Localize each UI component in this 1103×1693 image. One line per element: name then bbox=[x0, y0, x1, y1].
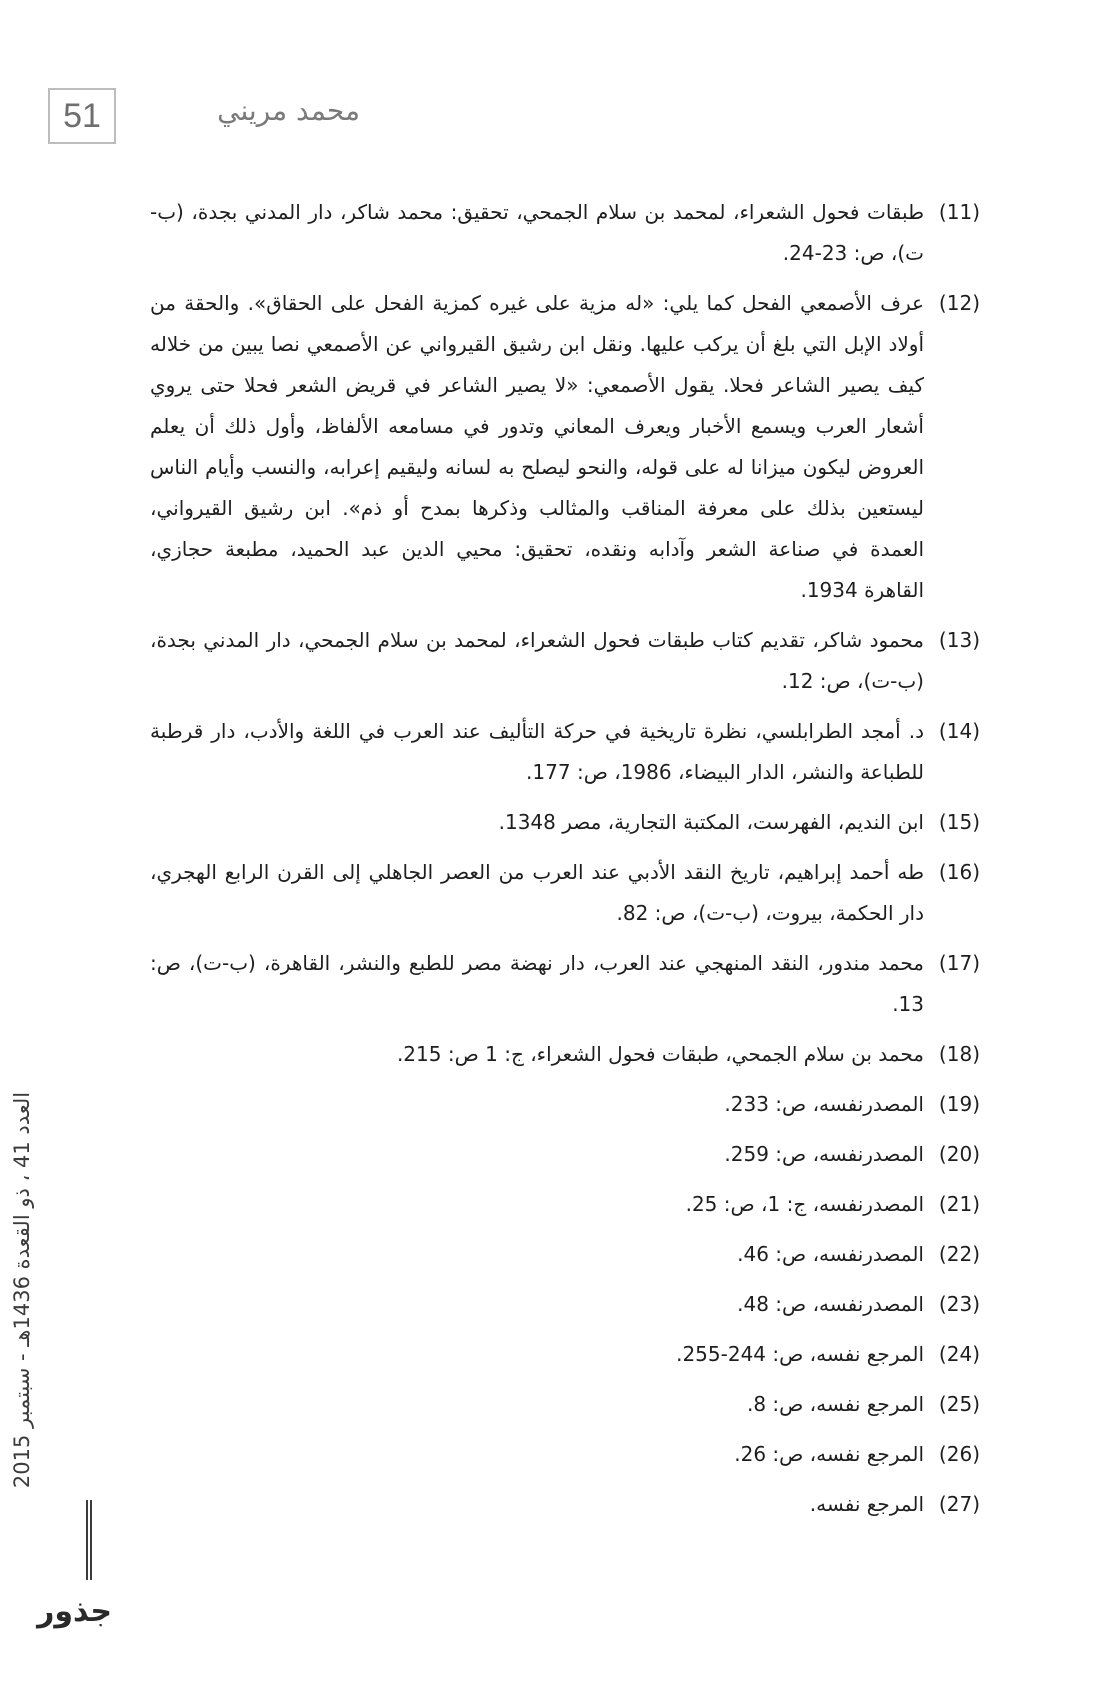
footnote-text: المصدرنفسه، ص: 259. bbox=[724, 1142, 924, 1166]
footnote-text: المصدرنفسه، ص: 233. bbox=[724, 1092, 924, 1116]
footnote-text: المصدرنفسه، ج: 1، ص: 25. bbox=[685, 1192, 924, 1216]
footnote-number: (19) bbox=[938, 1092, 980, 1116]
footnote-number: (11) bbox=[938, 200, 980, 224]
footnote-text: د. أمجد الطرابلسي، نظرة تاريخية في حركة التأليف عند العرب في اللغة والأدب، دار قرطبة للطباعة والنشر، الدار البيضاء، 1986، ص: 177. bbox=[150, 719, 924, 784]
footnote-number: (25) bbox=[938, 1392, 980, 1416]
footnote-number: (22) bbox=[938, 1242, 980, 1266]
footnote-number: (21) bbox=[938, 1192, 980, 1216]
footnote-19 bbox=[150, 1084, 980, 1125]
footnote-number: (13) bbox=[938, 628, 980, 652]
footnote-24 bbox=[150, 1334, 980, 1375]
footnote-text: محمود شاكر، تقديم كتاب طبقات فحول الشعراء، لمحمد بن سلام الجمحي، دار المدني بجدة، (ب-ت)، ص: 12. bbox=[150, 628, 924, 693]
journal-logo: جذور bbox=[37, 1594, 112, 1629]
issue-info-vertical: العدد 41 ، ذو القعدة 1436هـ - سبتمبر 2015 bbox=[10, 1091, 34, 1489]
page-number: 51 bbox=[48, 88, 116, 144]
sidebar-rule bbox=[86, 1500, 88, 1580]
footnote-text: محمد بن سلام الجمحي، طبقات فحول الشعراء، ج: 1 ص: 215. bbox=[396, 1042, 924, 1066]
footnote-14 bbox=[150, 711, 980, 793]
footnote-number: (20) bbox=[938, 1142, 980, 1166]
footnote-17 bbox=[150, 943, 980, 1025]
footnote-13 bbox=[150, 620, 980, 702]
footnote-22 bbox=[150, 1234, 980, 1275]
footnote-20 bbox=[150, 1134, 980, 1175]
footnote-25 bbox=[150, 1384, 980, 1425]
footnote-number: (16) bbox=[938, 860, 980, 884]
footnote-text: ابن النديم، الفهرست، المكتبة التجارية، مصر 1348. bbox=[498, 810, 924, 834]
footnote-text: المرجع نفسه، ص: 244-255. bbox=[676, 1342, 924, 1366]
footnote-number: (24) bbox=[938, 1342, 980, 1366]
footnote-18 bbox=[150, 1034, 980, 1075]
footnote-26 bbox=[150, 1434, 980, 1475]
footnote-number: (18) bbox=[938, 1042, 980, 1066]
footnote-text: طه أحمد إبراهيم، تاريخ النقد الأدبي عند العرب من العصر الجاهلي إلى القرن الرابع الهجري، دار الحكمة، بيروت، (ب-ت)، ص: 82. bbox=[150, 860, 924, 925]
footnote-number: (23) bbox=[938, 1292, 980, 1316]
footnote-number: (12) bbox=[938, 291, 980, 315]
footnote-27 bbox=[150, 1484, 980, 1525]
footnote-number: (17) bbox=[938, 951, 980, 975]
footnote-text: المرجع نفسه. bbox=[809, 1492, 924, 1516]
running-head-author: محمد مريني bbox=[217, 94, 360, 127]
sidebar-rule bbox=[90, 1500, 92, 1580]
footnote-text: محمد مندور، النقد المنهجي عند العرب، دار نهضة مصر للطبع والنشر، القاهرة، (ب-ت)، ص: 13. bbox=[150, 951, 924, 1016]
footnote-number: (26) bbox=[938, 1442, 980, 1466]
footnote-number: (15) bbox=[938, 810, 980, 834]
footnote-number: (14) bbox=[938, 719, 980, 743]
footnote-23 bbox=[150, 1284, 980, 1325]
footnote-text: عرف الأصمعي الفحل كما يلي: «له مزية على غيره كمزية الفحل على الحقاق». والحقة من أولاد الإبل التي بلغ أن يركب عليها. ونقل ابن رشيق القيرواني عن الأصمعي نصا يبين من خلاله كيف يصير الشاعر فحلا. يقول الأصمعي: «لا يصير الشاعر في قريض الشعر فحلا حتى يروي أشعار العرب ويسمع الأخبار ويعرف المعاني وتدور في مسامعه الألفاظ، وأول ذلك أن يعلم العروض ليكون ميزانا له على قوله، والنحو ليصلح به لسانه وليقيم إعرابه، والنسب وأيام الناس ليستعين بذلك على معرفة المناقب والمثالب وذكرها بمدح أو ذم». ابن رشيق القيرواني، العمدة في صناعة الشعر وآدابه ونقده، تحقيق: محيي الدين عبد الحميد، مطبعة حجازي، القاهرة 1934. bbox=[150, 291, 924, 602]
footnote-text: المصدرنفسه، ص: 46. bbox=[737, 1242, 924, 1266]
footnote-text: المصدرنفسه، ص: 48. bbox=[737, 1292, 924, 1316]
footnote-text: المرجع نفسه، ص: 26. bbox=[734, 1442, 924, 1466]
footnotes-list bbox=[150, 192, 980, 1534]
footnote-text: طبقات فحول الشعراء، لمحمد بن سلام الجمحي، تحقيق: محمد شاكر، دار المدني بجدة، (ب-ت)، ص: 23-24. bbox=[150, 200, 924, 265]
footnote-16 bbox=[150, 852, 980, 934]
footnote-21 bbox=[150, 1184, 980, 1225]
footnote-number: (27) bbox=[938, 1492, 980, 1516]
footnote-15 bbox=[150, 802, 980, 843]
footnote-11 bbox=[150, 192, 980, 274]
footnote-text: المرجع نفسه، ص: 8. bbox=[746, 1392, 924, 1416]
footnote-12 bbox=[150, 283, 980, 611]
